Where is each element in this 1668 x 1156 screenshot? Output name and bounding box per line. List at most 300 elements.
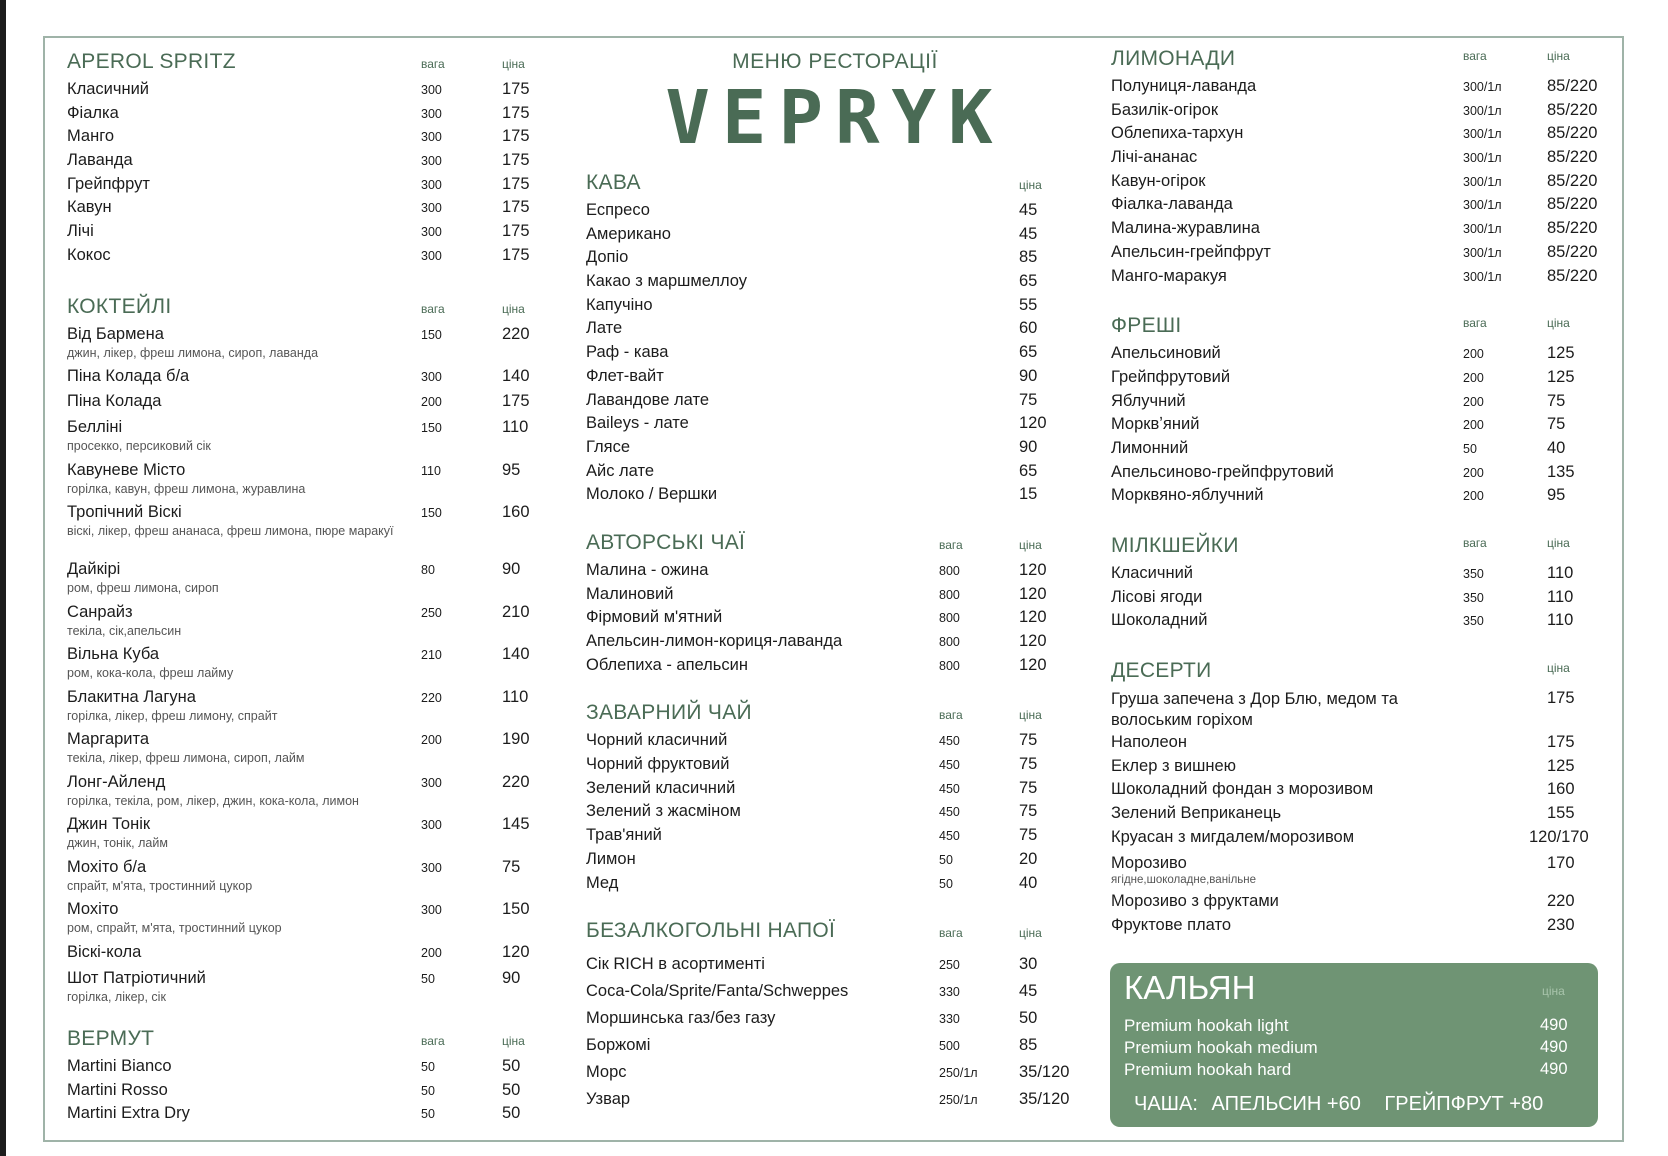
item-price: 170 [1547,853,1575,872]
item-name: Айс лате [586,461,655,480]
item-price: 20 [1019,849,1038,868]
item-name: Дайкірі [67,560,121,578]
menu-item [67,325,537,368]
item-name: Лимонний [1111,438,1189,457]
item-price: 175 [502,174,530,193]
menu-item [67,151,537,175]
section-header [586,171,1086,201]
item-weight: 80 [421,563,435,577]
menu-item [1111,463,1601,487]
item-price: 50 [502,1057,521,1075]
section-header [586,701,1086,731]
menu-item [1111,148,1601,172]
item-name: Martini Extra Dry [67,1104,190,1123]
item-name: Шот Патріотичний [67,968,206,987]
menu-item [67,969,537,1012]
item-name: Кавун-огірок [1111,171,1206,190]
item-weight: 250/1л [939,1066,978,1081]
section-title: APEROL SPRITZ [67,50,236,73]
item-weight: 450 [939,805,960,820]
item-name: Лічі [67,222,94,241]
item-name: Морозиво [1111,853,1187,872]
item-price: 135 [1547,462,1575,481]
item-weight: 300/1л [1463,222,1502,237]
weight-column-header: вага [939,537,963,552]
item-name: Зелений класичний [586,778,736,797]
section-header [67,50,537,80]
menu-item [1111,195,1601,219]
menu-item [1111,439,1601,463]
menu-item [586,319,1086,343]
item-weight: 300 [421,860,442,875]
item-weight: 200 [421,395,442,409]
item-name: Premium hookah medium [1124,1038,1318,1057]
item-name: Апельсин-лимон-кориця-лаванда [586,632,843,650]
menu-item [586,1063,1086,1090]
item-weight: 300/1л [1463,103,1502,118]
item-name: Лонг-Айленд [67,772,166,791]
item-price: 75 [1019,802,1038,821]
section-title: АВТОРСЬКІ ЧАЇ [586,530,746,554]
bowl-label: ЧАША: [1134,1093,1198,1115]
item-weight: 300 [421,370,442,384]
section-header [1111,659,1601,689]
item-price: 175 [502,222,530,241]
menu-item [1111,689,1601,733]
menu-item [586,608,1086,632]
item-price: 140 [502,645,530,663]
menu-item [586,802,1086,826]
item-weight: 300 [421,130,442,145]
restaurant-subtitle: МЕНЮ РЕСТОРАЦІЇ [732,50,938,73]
item-weight: 150 [421,327,442,342]
section-title: ВЕРМУТ [67,1027,155,1050]
item-price: 490 [1540,1016,1568,1034]
section-coffee [586,171,1086,509]
menu-item [586,731,1086,755]
item-name: Малина-журавлина [1111,219,1260,238]
column-left [67,50,537,1128]
item-price: 75 [1019,731,1038,750]
menu-item [67,1057,537,1081]
price-column-header: ціна [1019,178,1042,192]
item-name: Вільна Куба [67,645,160,663]
item-price: 175 [502,198,530,217]
menu-item [586,201,1086,225]
item-price: 85/220 [1547,148,1598,167]
section-brewed-tea [586,701,1086,897]
item-price: 45 [1019,982,1038,1001]
menu-item [586,1090,1086,1117]
item-name: Віскі-кола [67,942,142,961]
item-weight: 300 [421,177,442,192]
menu-item [67,730,537,773]
item-price: 175 [1547,689,1575,708]
item-weight: 800 [939,611,960,626]
menu-item [586,585,1086,609]
item-name: Зелений з жасміном [586,802,741,821]
item-weight: 300 [421,154,442,169]
item-name: Еклер з вишнею [1111,756,1237,775]
item-price: 120 [1019,560,1047,579]
item-name: Допіо [586,248,629,267]
item-name: Шоколадний [1111,611,1208,630]
item-name: Мед [586,873,619,892]
menu-item [67,127,537,151]
item-weight: 300 [421,903,442,917]
item-name: Фіалка-лаванда [1111,195,1233,214]
menu-item [67,80,537,104]
menu-item [67,392,537,418]
menu-item [67,603,537,646]
item-name: Чорний класичний [586,731,728,750]
item-price: 55 [1019,295,1038,314]
menu-item [67,858,537,901]
item-weight: 450 [939,758,960,773]
menu-item [586,248,1086,272]
menu-item [1111,780,1601,804]
item-weight: 110 [421,463,441,478]
item-name: Лате [586,319,623,338]
item-price: 110 [502,687,529,706]
menu-item [586,391,1086,415]
item-name: Грейпфрутовий [1111,367,1231,386]
item-weight: 50 [1463,441,1477,456]
item-price: 90 [1019,366,1038,385]
item-name: Тропічний Віскі [67,503,182,521]
section-header [67,295,537,325]
item-price: 50 [1019,1009,1038,1028]
item-weight: 350 [1463,590,1484,605]
item-price: 75 [1019,390,1038,409]
menu-item [586,656,1086,680]
item-price: 85 [1019,248,1038,267]
item-price: 110 [502,418,529,436]
section-header [1111,534,1601,564]
menu-item [586,632,1086,656]
item-name: Чорний фруктовий [586,755,730,774]
item-name: Грейпфрут [67,174,150,193]
menu-item [67,367,537,392]
item-weight: 50 [421,1083,435,1098]
item-weight: 250 [939,958,960,973]
menu-item [1111,564,1601,588]
item-price: 45 [1019,224,1038,243]
item-price: 120 [1019,655,1047,674]
item-weight: 200 [421,733,442,747]
item-weight: 200 [1463,394,1484,409]
weight-column-header: вага [421,1034,445,1048]
menu-item [1111,392,1601,416]
menu-item [586,225,1086,249]
item-price: 120/170 [1529,827,1589,846]
item-name: Лавандове лате [586,390,710,409]
item-weight: 200 [1463,465,1484,480]
section-aperol [67,50,537,270]
item-name: Американо [586,224,671,243]
item-name: Базилік-огірок [1111,100,1219,119]
item-price: 150 [502,900,530,918]
item-price: 120 [1019,608,1047,627]
section-soft-drinks [586,919,1086,1117]
item-description: джин, лікер, фреш лимона, сироп, лаванда [67,345,319,360]
section-title: ФРЕШІ [1111,314,1182,338]
item-name: Лимон [586,849,636,868]
menu-item [586,343,1086,367]
item-weight: 200 [1463,370,1484,385]
item-name: Морозиво з фруктами [1111,891,1279,910]
section-title: ЗАВАРНИЙ ЧАЙ [586,701,752,725]
menu-item [586,850,1086,874]
item-name: Какао з маршмеллоу [586,272,748,291]
section-title: БЕЗАЛКОГОЛЬНІ НАПОЇ [586,919,836,943]
weight-column-header: вага [939,926,963,941]
weight-column-header: вага [939,708,963,723]
menu-item [1111,219,1601,243]
item-price: 60 [1019,319,1038,338]
item-price: 95 [1547,486,1566,505]
item-weight: 800 [939,658,960,673]
menu-item [67,815,537,858]
item-price: 90 [502,560,521,578]
item-price: 125 [1547,367,1575,386]
menu-item [67,688,537,731]
section-cocktails [67,295,537,1012]
section-title: КОКТЕЙЛІ [67,294,172,318]
item-name: Облепиха - апельсин [586,655,748,674]
hookah-bowl-options [1134,1093,1551,1116]
item-weight: 300/1л [1463,269,1502,284]
item-description: горілка, текіла, ром, лікер, джин, кока-кола, лимон [67,793,359,808]
item-name: Піна Колада б/а [67,367,190,385]
item-weight: 300 [421,248,442,263]
item-weight: 300 [421,818,442,832]
item-price: 220 [502,324,530,343]
menu-item [1111,101,1601,125]
hookah-item [1124,1038,1574,1058]
item-description: текіла, лікер, фреш лимона, сироп, лайм [67,751,305,765]
item-description: горілка, кавун, фреш лимона, журавлина [67,481,306,496]
item-name: Моршинська газ/без газу [586,1009,776,1028]
item-weight: 300/1л [1463,198,1502,213]
section-title: КАВА [586,171,641,194]
menu-item [1111,828,1601,854]
item-name: Класичний [67,80,150,98]
section-header [1111,314,1601,344]
section-header [1111,47,1601,77]
item-name: Санрайз [67,602,133,621]
item-name: Манго [67,127,115,146]
item-name: Морквяно-яблучний [1111,486,1264,505]
item-description: спрайт, м'ята, тростинний цукор [67,878,253,893]
item-price: 90 [502,968,521,987]
price-column-header: ціна [1019,537,1042,552]
price-column-header: ціна [1019,926,1042,941]
menu-item [586,438,1086,462]
item-price: 120 [1019,584,1047,603]
item-price: 175 [502,151,530,170]
item-price: 15 [1019,485,1038,504]
item-name: Лічі-ананас [1111,148,1198,167]
item-name: Premium hookah hard [1124,1060,1292,1079]
item-price: 75 [502,857,521,876]
hookah-item [1124,1060,1574,1080]
menu-item [67,900,537,943]
item-name: Глясе [586,437,630,456]
item-weight: 150 [421,506,442,520]
menu-item [586,462,1086,486]
weight-column-header: вага [1463,316,1487,331]
menu-item [1111,415,1601,439]
menu-item [1111,243,1601,267]
item-name: Белліні [67,418,123,436]
section-title: ЛИМОНАДИ [1111,47,1236,70]
item-name: Baileys - лате [586,414,689,433]
item-weight: 50 [939,876,953,891]
item-price: 175 [502,80,530,98]
item-name: Піна Колада [67,392,162,410]
menu-item [1111,733,1601,757]
menu-item [1111,368,1601,392]
item-price: 50 [502,1104,521,1123]
section-title: МІЛКШЕЙКИ [1111,534,1239,557]
item-price: 110 [1547,587,1574,606]
item-weight: 50 [421,971,435,986]
menu-item [586,272,1086,296]
menu-item [586,779,1086,803]
item-description: ром, кока-кола, фреш лайму [67,666,234,680]
section-fresh [1111,314,1601,510]
menu-item [1111,916,1601,940]
item-name: Еспресо [586,201,650,219]
menu-item [586,414,1086,438]
weight-column-header: вага [1463,49,1487,63]
section-vermouth [67,1027,537,1128]
item-price: 490 [1540,1038,1568,1056]
left-edge-strip [0,0,6,1156]
item-weight: 50 [421,1107,435,1122]
item-weight: 300 [421,225,442,240]
item-weight: 800 [939,563,960,578]
menu-item [1111,611,1601,635]
item-price: 65 [1019,343,1038,362]
item-weight: 150 [421,421,442,435]
item-name: Premium hookah light [1124,1016,1289,1035]
weight-column-header: вага [1463,536,1487,550]
item-weight: 200 [1463,347,1484,362]
item-description: джин, тонік, лайм [67,836,168,850]
item-price: 75 [1019,826,1038,845]
item-weight: 500 [939,1039,960,1054]
item-price: 85/220 [1547,124,1598,143]
item-weight: 200 [421,945,442,960]
item-weight: 330 [939,1012,960,1027]
menu-item [67,560,537,603]
item-weight: 300/1л [1463,80,1502,94]
item-name: Martini Bianco [67,1057,172,1075]
item-name: Апельсиновий [1111,344,1221,363]
item-price: 175 [502,127,530,146]
hookah-title: КАЛЬЯН [1124,969,1256,1006]
item-weight: 350 [1463,614,1484,629]
item-weight: 300 [421,775,442,790]
item-price: 210 [502,602,530,621]
item-price: 120 [1019,414,1047,433]
item-price: 35/120 [1019,1063,1070,1082]
item-name: Лісові ягоди [1111,587,1203,606]
price-column-header: ціна [502,57,525,71]
item-name: Кокос [67,245,111,264]
item-weight: 300/1л [1463,174,1502,189]
item-name: Апельсин-грейпфрут [1111,242,1271,261]
item-weight: 50 [939,852,953,867]
menu-item [67,104,537,128]
item-price: 175 [502,103,530,122]
item-name: Яблучний [1111,391,1186,410]
item-price: 75 [1547,391,1566,410]
item-name: Малиновий [586,584,674,603]
item-price: 190 [502,730,530,748]
item-name: Кавун [67,198,112,217]
item-name: Coca-Cola/Sprite/Fanta/Schweppes [586,982,849,1001]
section-milkshakes [1111,534,1601,635]
menu-item [67,246,537,270]
item-name: Зелений Веприканець [1111,804,1282,823]
hookah-item [1124,1016,1574,1036]
item-name: Облепиха-тархун [1111,124,1244,143]
item-name: Сік RICH в асортименті [586,955,765,974]
item-name: Від Бармена [67,324,164,343]
item-weight: 350 [1463,567,1484,581]
item-price: 175 [502,245,530,264]
menu-item [1111,77,1601,101]
item-name: Мохіто [67,900,119,918]
item-price: 75 [1019,778,1038,797]
item-price: 230 [1547,915,1575,934]
item-price: 30 [1019,955,1038,974]
item-name: Узвар [586,1090,631,1109]
menu-item [67,461,537,504]
menu-item [1111,124,1601,148]
price-column-header: ціна [1542,984,1565,998]
price-column-header: ціна [1547,49,1570,63]
item-weight: 200 [1463,418,1484,433]
menu-item [586,296,1086,320]
item-name: Морс [586,1063,627,1082]
item-weight: 800 [939,587,960,602]
column-middle [586,171,1086,1117]
menu-item [67,222,537,246]
item-description: текіла, сік,апельсин [67,623,182,638]
item-name: Апельсиново-грейпфрутовий [1111,462,1334,481]
item-price: 65 [1019,272,1038,291]
item-weight: 210 [421,648,442,662]
item-price: 120 [502,942,530,961]
item-name: Мохіто б/а [67,857,147,876]
section-author-tea [586,531,1086,679]
menu-item [586,755,1086,779]
item-name: Полуниця-лаванда [1111,77,1257,95]
item-price: 160 [1547,780,1575,799]
item-name: Маргарита [67,730,150,748]
price-column-header: ціна [1547,536,1570,550]
section-desserts [1111,659,1601,939]
item-description: горілка, лікер, фреш лимону, спрайт [67,708,278,723]
column-right [1111,47,1601,939]
menu-item [1111,892,1601,916]
item-description: віскі, лікер, фреш ананаса, фреш лимона, пюре маракуї [67,524,394,538]
price-column-header: ціна [1547,316,1570,331]
